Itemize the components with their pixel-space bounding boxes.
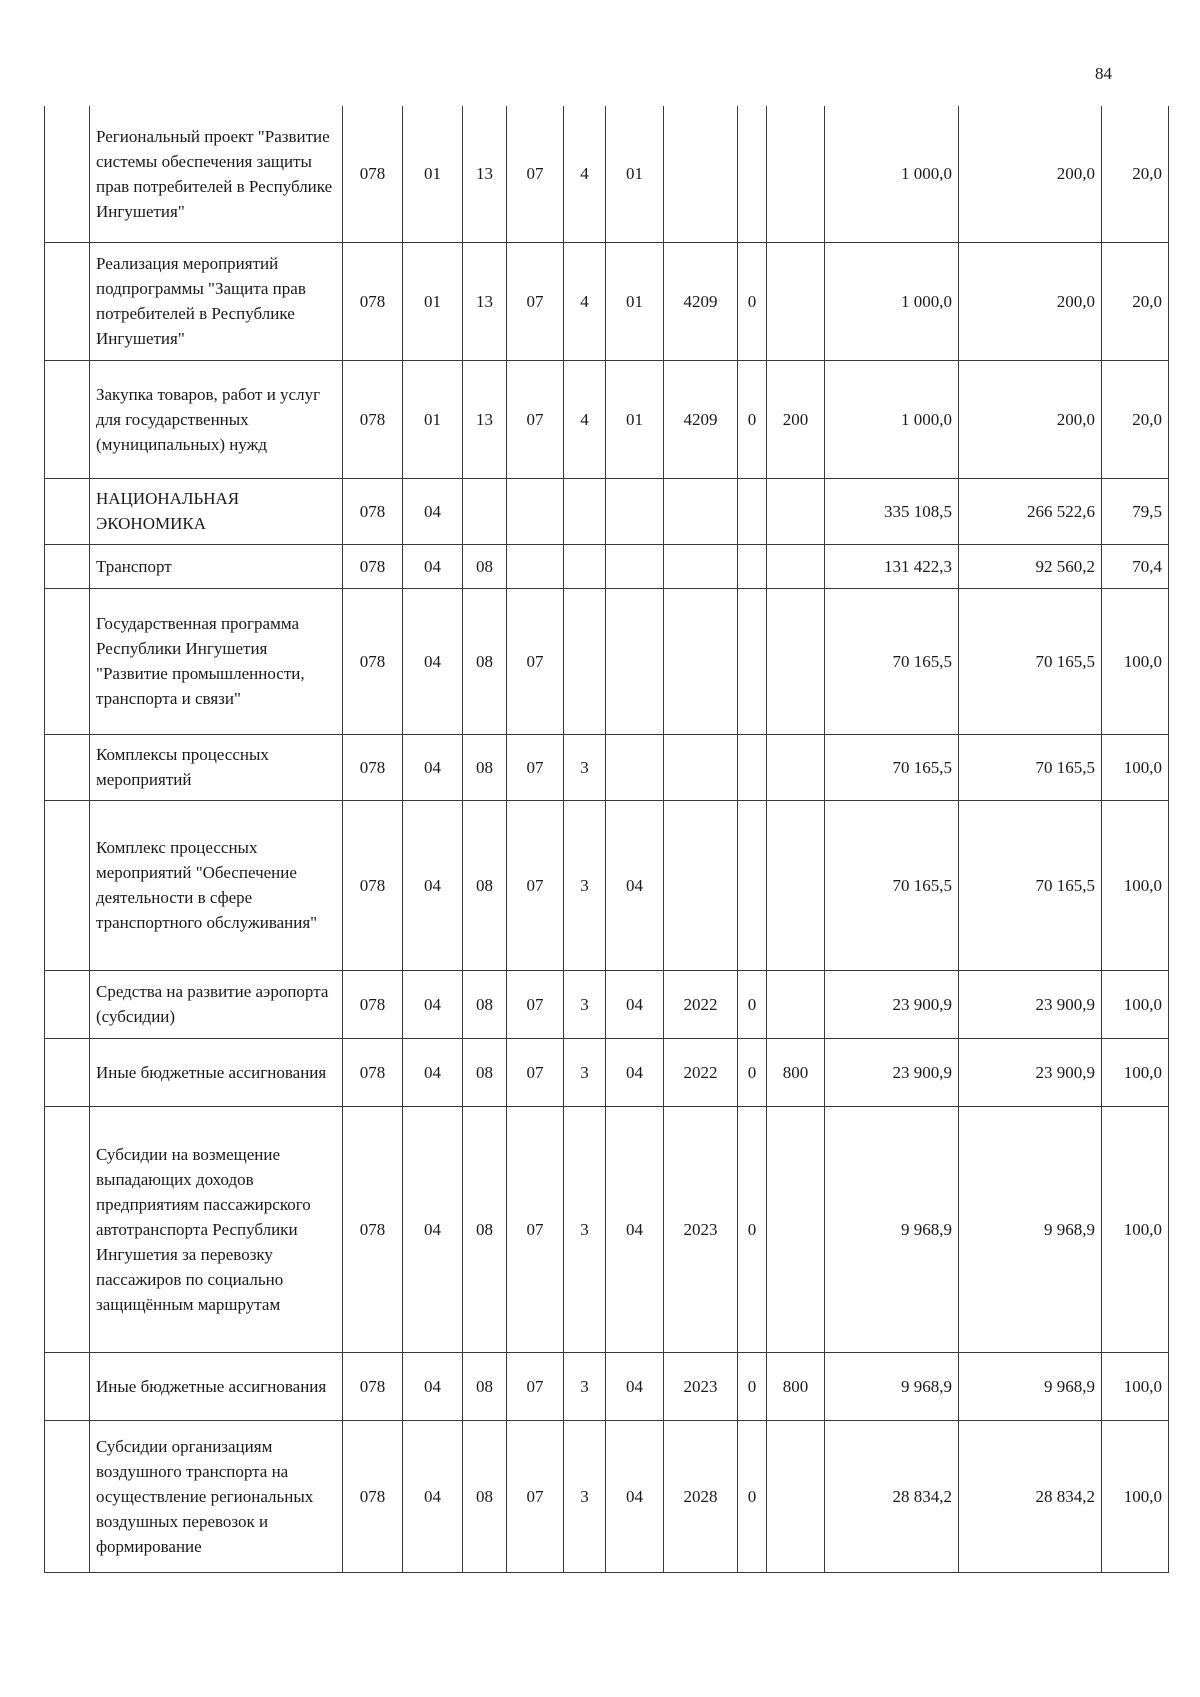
cell-direction: [664, 106, 738, 242]
cell-execution-percent: 100,0: [1102, 1106, 1169, 1352]
cell-index: [45, 1420, 90, 1572]
cell-grbs: 078: [343, 242, 403, 360]
cell-program: 07: [507, 360, 564, 478]
cell-direction-suffix: [738, 588, 767, 734]
cell-program: 07: [507, 588, 564, 734]
cell-plan-amount: 28 834,2: [825, 1420, 959, 1572]
cell-index: [45, 106, 90, 242]
cell-plan-amount: 1 000,0: [825, 360, 959, 478]
cell-program-type: 3: [564, 970, 606, 1038]
cell-execution-percent: 70,4: [1102, 544, 1169, 588]
cell-subsection: 08: [463, 970, 507, 1038]
cell-direction: 2022: [664, 1038, 738, 1106]
cell-program-type: 3: [564, 800, 606, 970]
table-row: [45, 800, 1169, 970]
cell-structure-element: 04: [606, 1038, 664, 1106]
cell-plan-amount: 70 165,5: [825, 734, 959, 800]
cell-structure-element: 01: [606, 242, 664, 360]
cell-expense-type: [767, 106, 825, 242]
cell-index: [45, 588, 90, 734]
cell-direction: [664, 588, 738, 734]
cell-direction-suffix: [738, 544, 767, 588]
cell-grbs: 078: [343, 734, 403, 800]
cell-name: Субсидии организациям воздушного транспорта на осуществление региональных воздушных перевозок и формирование: [90, 1420, 343, 1572]
cell-plan-amount: 70 165,5: [825, 800, 959, 970]
cell-program-type: [564, 544, 606, 588]
cell-section: 04: [403, 588, 463, 734]
cell-index: [45, 1352, 90, 1420]
cell-plan-amount: 23 900,9: [825, 1038, 959, 1106]
cell-plan-amount: 1 000,0: [825, 242, 959, 360]
cell-plan-amount: 9 968,9: [825, 1106, 959, 1352]
cell-subsection: 08: [463, 1420, 507, 1572]
cell-program: 07: [507, 734, 564, 800]
cell-program: 07: [507, 970, 564, 1038]
cell-direction-suffix: [738, 106, 767, 242]
cell-direction: 2022: [664, 970, 738, 1038]
cell-subsection: 08: [463, 1038, 507, 1106]
cell-direction: [664, 478, 738, 544]
cell-section: 04: [403, 970, 463, 1038]
cell-actual-amount: 70 165,5: [959, 800, 1102, 970]
cell-direction: 2023: [664, 1352, 738, 1420]
cell-program: 07: [507, 1038, 564, 1106]
cell-plan-amount: 335 108,5: [825, 478, 959, 544]
cell-actual-amount: 200,0: [959, 360, 1102, 478]
cell-expense-type: [767, 1106, 825, 1352]
cell-index: [45, 242, 90, 360]
cell-actual-amount: 23 900,9: [959, 970, 1102, 1038]
cell-structure-element: 04: [606, 800, 664, 970]
cell-actual-amount: 70 165,5: [959, 734, 1102, 800]
cell-grbs: 078: [343, 106, 403, 242]
cell-subsection: 13: [463, 106, 507, 242]
cell-execution-percent: 100,0: [1102, 1420, 1169, 1572]
cell-grbs: 078: [343, 360, 403, 478]
cell-grbs: 078: [343, 544, 403, 588]
cell-subsection: 08: [463, 734, 507, 800]
cell-section: 04: [403, 1352, 463, 1420]
cell-name: Средства на развитие аэропорта (субсидии): [90, 970, 343, 1038]
cell-structure-element: [606, 588, 664, 734]
cell-section: 04: [403, 1420, 463, 1572]
cell-plan-amount: 70 165,5: [825, 588, 959, 734]
cell-direction-suffix: [738, 734, 767, 800]
cell-expense-type: [767, 588, 825, 734]
cell-structure-element: 04: [606, 1106, 664, 1352]
cell-grbs: 078: [343, 800, 403, 970]
cell-grbs: 078: [343, 1420, 403, 1572]
cell-program-type: 4: [564, 242, 606, 360]
page-number: 84: [1095, 64, 1112, 83]
cell-direction: 2023: [664, 1106, 738, 1352]
cell-actual-amount: 28 834,2: [959, 1420, 1102, 1572]
table-row: [45, 970, 1169, 1038]
cell-index: [45, 360, 90, 478]
cell-actual-amount: 200,0: [959, 106, 1102, 242]
cell-program: 07: [507, 1420, 564, 1572]
cell-direction-suffix: 0: [738, 1038, 767, 1106]
cell-structure-element: [606, 478, 664, 544]
cell-execution-percent: 79,5: [1102, 478, 1169, 544]
cell-subsection: 08: [463, 588, 507, 734]
cell-direction-suffix: 0: [738, 970, 767, 1038]
cell-section: 04: [403, 734, 463, 800]
cell-direction-suffix: [738, 478, 767, 544]
table-row: [45, 1420, 1169, 1572]
cell-index: [45, 970, 90, 1038]
cell-grbs: 078: [343, 478, 403, 544]
cell-section: 04: [403, 478, 463, 544]
cell-direction-suffix: 0: [738, 1420, 767, 1572]
cell-program-type: 3: [564, 1352, 606, 1420]
cell-section: 01: [403, 360, 463, 478]
cell-section: 01: [403, 242, 463, 360]
cell-plan-amount: 1 000,0: [825, 106, 959, 242]
cell-execution-percent: 100,0: [1102, 970, 1169, 1038]
cell-subsection: 13: [463, 242, 507, 360]
cell-plan-amount: 23 900,9: [825, 970, 959, 1038]
cell-expense-type: [767, 544, 825, 588]
budget-table: [44, 106, 1169, 1573]
cell-actual-amount: 92 560,2: [959, 544, 1102, 588]
cell-structure-element: 01: [606, 360, 664, 478]
cell-direction: 4209: [664, 242, 738, 360]
cell-actual-amount: 9 968,9: [959, 1106, 1102, 1352]
cell-name: Государственная программа Республики Ингушетия "Развитие промышленности, транспорта и связи": [90, 588, 343, 734]
cell-subsection: 08: [463, 544, 507, 588]
cell-expense-type: [767, 734, 825, 800]
table-row: [45, 588, 1169, 734]
cell-direction: 4209: [664, 360, 738, 478]
table-row: [45, 478, 1169, 544]
cell-structure-element: 04: [606, 1352, 664, 1420]
cell-name: Иные бюджетные ассигнования: [90, 1352, 343, 1420]
table-row: [45, 1352, 1169, 1420]
cell-program: [507, 478, 564, 544]
cell-index: [45, 1106, 90, 1352]
cell-execution-percent: 20,0: [1102, 106, 1169, 242]
cell-grbs: 078: [343, 1106, 403, 1352]
cell-execution-percent: 100,0: [1102, 588, 1169, 734]
table-row: [45, 1106, 1169, 1352]
cell-direction: 2028: [664, 1420, 738, 1572]
cell-plan-amount: 131 422,3: [825, 544, 959, 588]
cell-direction-suffix: 0: [738, 360, 767, 478]
table-row: [45, 242, 1169, 360]
cell-program-type: 3: [564, 734, 606, 800]
cell-name: Транспорт: [90, 544, 343, 588]
cell-grbs: 078: [343, 588, 403, 734]
cell-execution-percent: 100,0: [1102, 734, 1169, 800]
cell-subsection: 08: [463, 1106, 507, 1352]
cell-structure-element: 04: [606, 970, 664, 1038]
cell-expense-type: [767, 1420, 825, 1572]
cell-direction: [664, 800, 738, 970]
cell-actual-amount: 23 900,9: [959, 1038, 1102, 1106]
cell-index: [45, 544, 90, 588]
cell-execution-percent: 20,0: [1102, 242, 1169, 360]
cell-name: Реализация мероприятий подпрограммы "Защита прав потребителей в Республике Ингушетия": [90, 242, 343, 360]
table-row: [45, 360, 1169, 478]
cell-subsection: 08: [463, 1352, 507, 1420]
cell-execution-percent: 100,0: [1102, 1038, 1169, 1106]
cell-expense-type: [767, 242, 825, 360]
cell-name: Комплекс процессных мероприятий "Обеспечение деятельности в сфере транспортного обслуживания": [90, 800, 343, 970]
cell-direction-suffix: 0: [738, 1106, 767, 1352]
cell-direction-suffix: [738, 800, 767, 970]
cell-program: 07: [507, 800, 564, 970]
cell-expense-type: 200: [767, 360, 825, 478]
cell-structure-element: 04: [606, 1420, 664, 1572]
cell-section: 04: [403, 544, 463, 588]
cell-program-type: 4: [564, 106, 606, 242]
cell-plan-amount: 9 968,9: [825, 1352, 959, 1420]
cell-section: 01: [403, 106, 463, 242]
cell-actual-amount: 266 522,6: [959, 478, 1102, 544]
table-row: [45, 734, 1169, 800]
cell-program-type: 3: [564, 1106, 606, 1352]
cell-program-type: [564, 588, 606, 734]
table-row: [45, 544, 1169, 588]
cell-program-type: 4: [564, 360, 606, 478]
cell-actual-amount: 9 968,9: [959, 1352, 1102, 1420]
cell-section: 04: [403, 800, 463, 970]
cell-grbs: 078: [343, 1352, 403, 1420]
cell-section: 04: [403, 1038, 463, 1106]
cell-execution-percent: 100,0: [1102, 800, 1169, 970]
cell-actual-amount: 200,0: [959, 242, 1102, 360]
cell-subsection: 13: [463, 360, 507, 478]
cell-expense-type: 800: [767, 1352, 825, 1420]
cell-direction-suffix: 0: [738, 242, 767, 360]
cell-name: Комплексы процессных мероприятий: [90, 734, 343, 800]
cell-subsection: [463, 478, 507, 544]
cell-index: [45, 734, 90, 800]
table-row: [45, 106, 1169, 242]
cell-program-type: 3: [564, 1420, 606, 1572]
cell-structure-element: [606, 734, 664, 800]
cell-index: [45, 1038, 90, 1106]
cell-name: Региональный проект "Развитие системы обеспечения защиты прав потребителей в Республике Ингушетия": [90, 106, 343, 242]
cell-grbs: 078: [343, 970, 403, 1038]
cell-program-type: [564, 478, 606, 544]
cell-name: Закупка товаров, работ и услуг для государственных (муниципальных) нужд: [90, 360, 343, 478]
cell-program: 07: [507, 1352, 564, 1420]
cell-program: 07: [507, 1106, 564, 1352]
cell-name: Субсидии на возмещение выпадающих доходов предприятиям пассажирского автотранспорта Республики Ингушетия за перевозку пассажиров по социально защищённым маршрутам: [90, 1106, 343, 1352]
cell-name: Иные бюджетные ассигнования: [90, 1038, 343, 1106]
cell-expense-type: 800: [767, 1038, 825, 1106]
cell-structure-element: [606, 544, 664, 588]
cell-name: НАЦИОНАЛЬНАЯ ЭКОНОМИКА: [90, 478, 343, 544]
cell-expense-type: [767, 970, 825, 1038]
cell-index: [45, 800, 90, 970]
cell-expense-type: [767, 478, 825, 544]
cell-subsection: 08: [463, 800, 507, 970]
cell-direction-suffix: 0: [738, 1352, 767, 1420]
cell-execution-percent: 20,0: [1102, 360, 1169, 478]
cell-execution-percent: 100,0: [1102, 1352, 1169, 1420]
cell-structure-element: 01: [606, 106, 664, 242]
cell-program: [507, 544, 564, 588]
cell-grbs: 078: [343, 1038, 403, 1106]
cell-direction: [664, 734, 738, 800]
cell-program: 07: [507, 106, 564, 242]
cell-program-type: 3: [564, 1038, 606, 1106]
table-row: [45, 1038, 1169, 1106]
cell-direction: [664, 544, 738, 588]
cell-index: [45, 478, 90, 544]
cell-section: 04: [403, 1106, 463, 1352]
cell-program: 07: [507, 242, 564, 360]
cell-expense-type: [767, 800, 825, 970]
cell-actual-amount: 70 165,5: [959, 588, 1102, 734]
